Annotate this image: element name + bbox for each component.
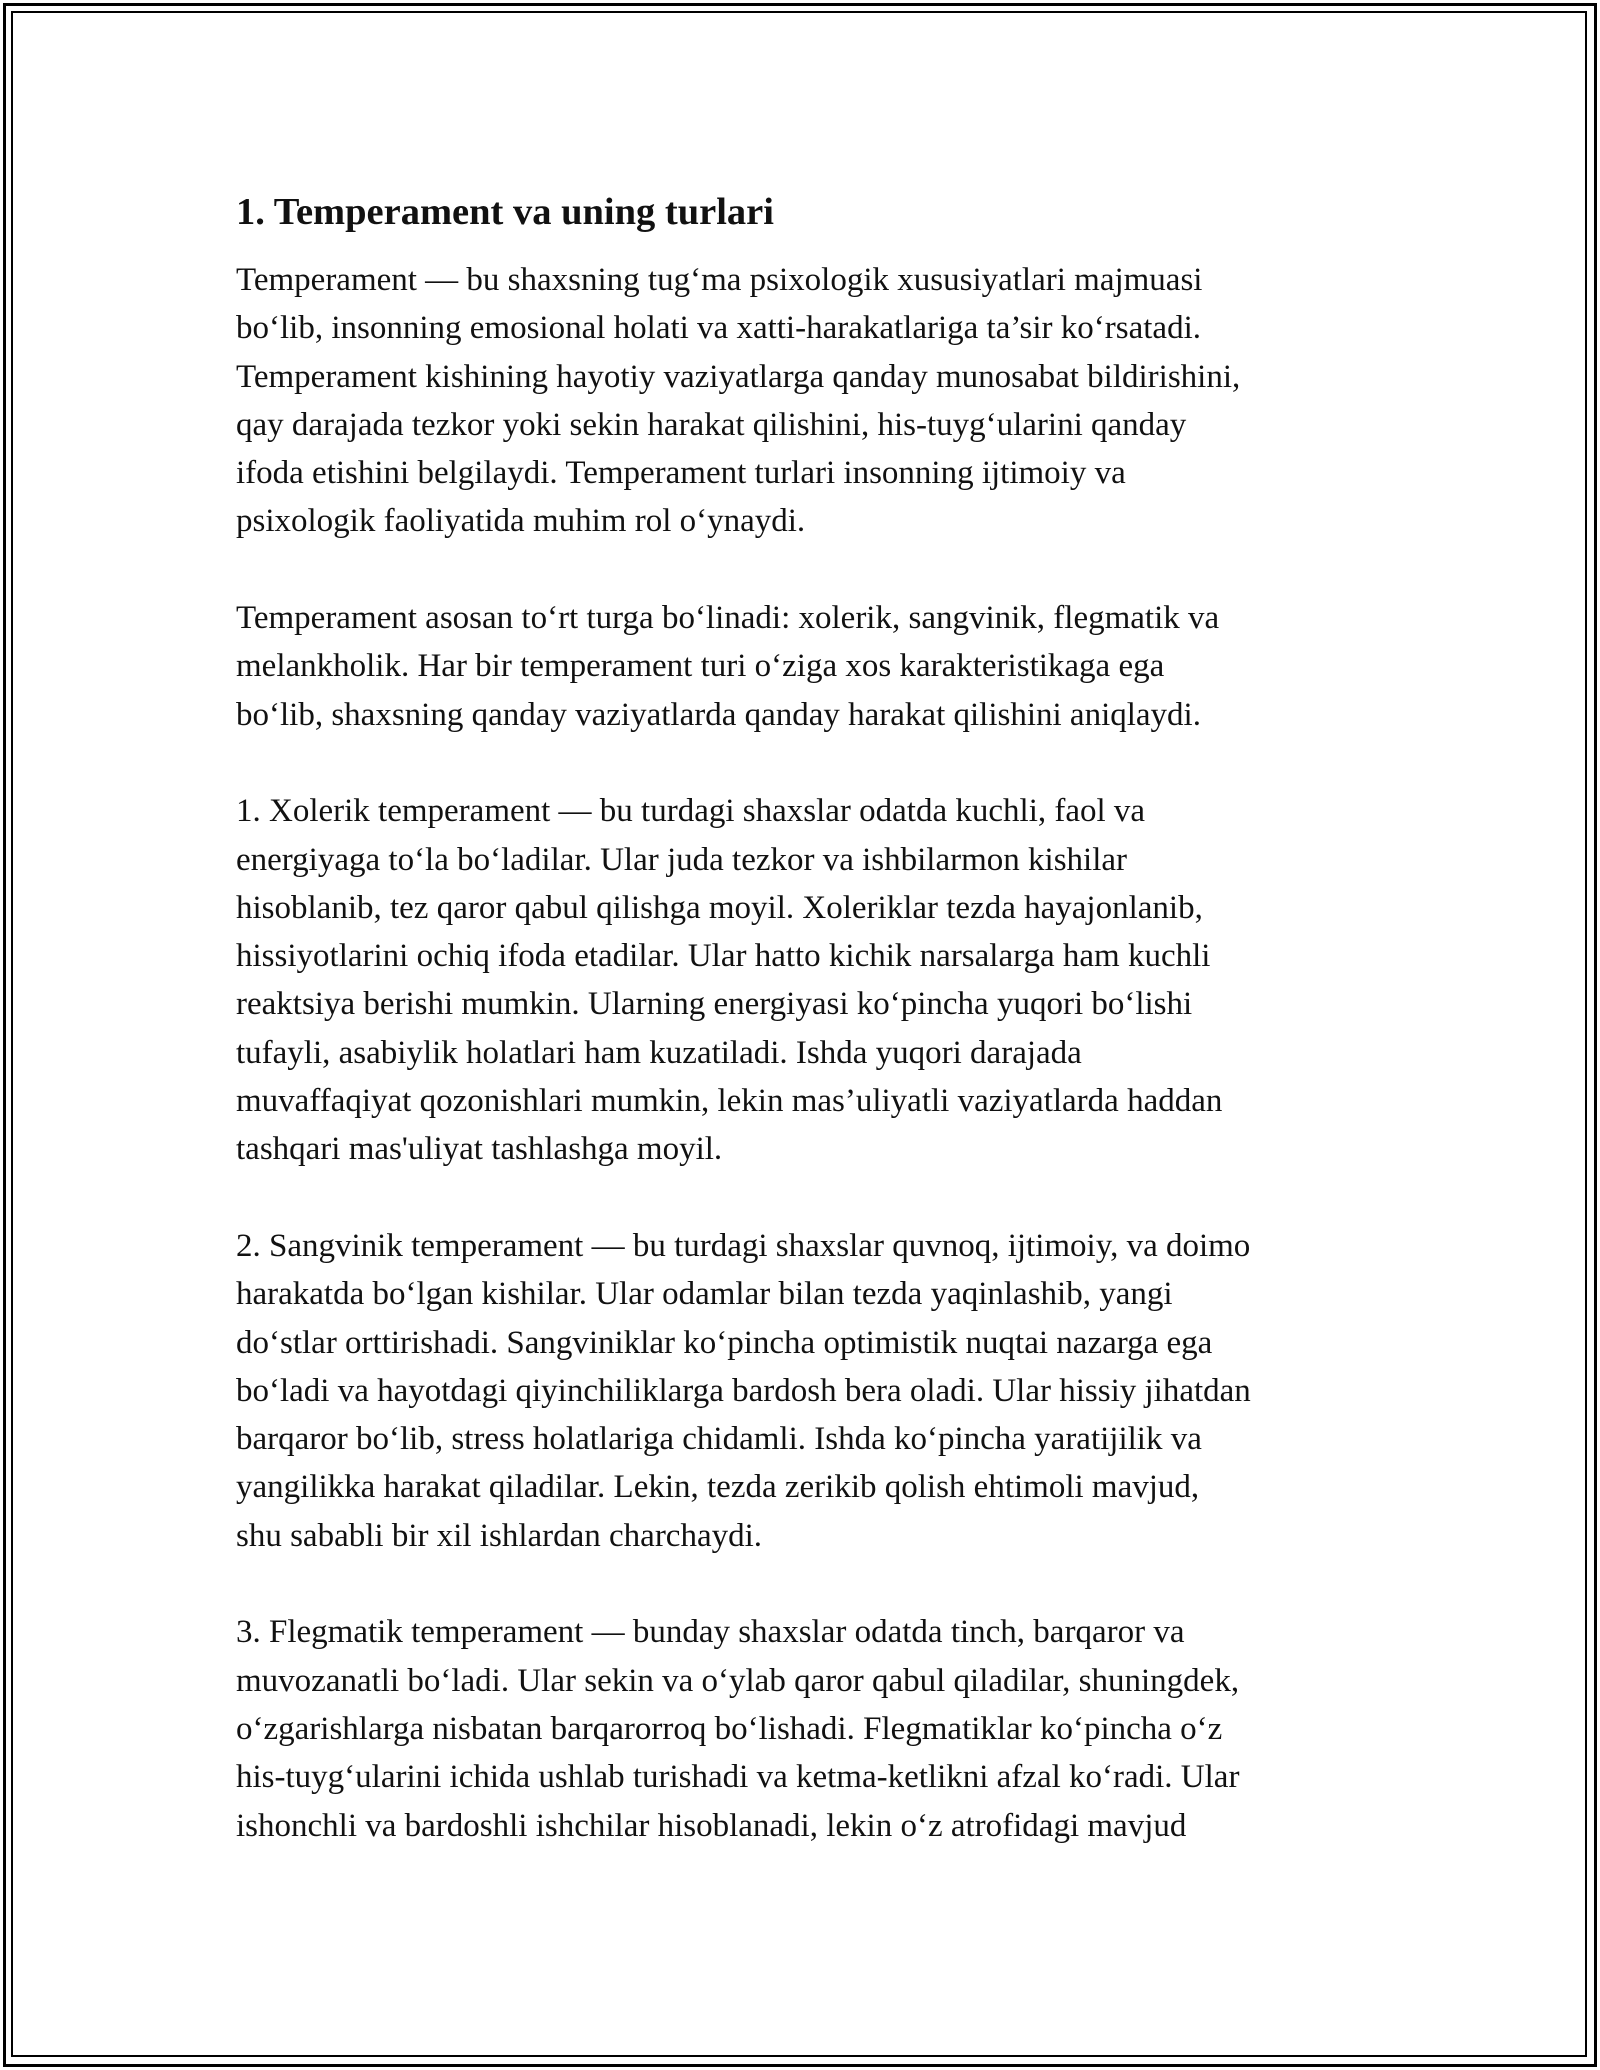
paragraph-line: tashqari mas'uliyat tashlashga moyil.: [236, 1131, 723, 1168]
paragraph-line: Temperament asosan to‘rt turga bo‘linadi: xolerik, sangvinik, flegmatik va: [236, 600, 1220, 637]
paragraph-line: muvaffaqiyat qozonishlari mumkin, lekin mas’uliyatli vaziyatlarda haddan: [236, 1083, 1223, 1120]
paragraph-line: hissiyotlarini ochiq ifoda etadilar. Ular hatto kichik narsalarga ham kuchli: [236, 938, 1211, 975]
paragraph: [236, 1222, 1376, 1560]
paragraph-line: tufayli, asabiylik holatlari ham kuzatiladi. Ishda yuqori darajada: [236, 1034, 1082, 1071]
paragraph-line: harakatda bo‘lgan kishilar. Ular odamlar bilan tezda yaqinlashib, yangi: [236, 1276, 1173, 1313]
paragraph-line: his-tuyg‘ularini ichida ushlab turishadi va ketma-ketlikni afzal ko‘radi. Ular: [236, 1759, 1240, 1796]
document-title: 1. Temperament va uning turlari: [236, 191, 774, 233]
paragraph-line: do‘stlar orttirishadi. Sangviniklar ko‘pincha optimistik nuqtai nazarga ega: [236, 1324, 1213, 1361]
paragraph-line: energiyaga to‘la bo‘ladilar. Ular juda tezkor va ishbilarmon kishilar: [236, 841, 1128, 878]
paragraph-line: 1. Xolerik temperament — bu turdagi shaxslar odatda kuchli, faol va: [236, 793, 1146, 830]
paragraph-line: shu sababli bir xil ishlardan charchaydi.: [236, 1517, 763, 1554]
paragraph-line: o‘zgarishlarga nisbatan barqarorroq bo‘lishadi. Flegmatiklar ko‘pincha o‘z: [236, 1710, 1223, 1747]
paragraph-line: bo‘lib, shaxsning qanday vaziyatlarda qanday harakat qilishini aniqlaydi.: [236, 696, 1201, 733]
paragraph: [236, 787, 1376, 1173]
paragraph-line: ishonchli va bardoshli ishchilar hisoblanadi, lekin o‘z atrofidagi mavjud: [236, 1807, 1187, 1844]
paragraph-line: ifoda etishini belgilaydi. Temperament turlari insonning ijtimoiy va: [236, 455, 1126, 492]
paragraph-line: barqaror bo‘lib, stress holatlariga chidamli. Ishda ko‘pincha yaratijilik va: [236, 1421, 1202, 1458]
paragraph-line: reaktsiya berishi mumkin. Ularning energiyasi ko‘pincha yuqori bo‘lishi: [236, 986, 1193, 1023]
paragraph-line: Temperament — bu shaxsning tug‘ma psixologik xususiyatlari majmuasi: [236, 262, 1203, 298]
paragraph-line: 2. Sangvinik temperament — bu turdagi shaxslar quvnoq, ijtimoiy, va doimo: [236, 1227, 1251, 1264]
paragraph-line: 3. Flegmatik temperament — bunday shaxslar odatda tinch, barqaror va: [236, 1614, 1185, 1651]
paragraph-line: bo‘ladi va hayotdagi qiyinchiliklarga bardosh bera oladi. Ular hissiy jihatdan: [236, 1372, 1251, 1409]
paragraph: [236, 1608, 1376, 1849]
paragraph: [236, 594, 1376, 739]
paragraph: [236, 256, 1376, 546]
paragraph-line: muvozanatli bo‘ladi. Ular sekin va o‘ylab qaror qabul qiladilar, shuningdek,: [236, 1662, 1240, 1699]
paragraph-line: yangilikka harakat qiladilar. Lekin, tezda zerikib qolish ehtimoli mavjud,: [236, 1469, 1200, 1506]
paragraph-line: Temperament kishining hayotiy vaziyatlarga qanday munosabat bildirishini,: [236, 358, 1241, 395]
paragraph-line: psixologik faoliyatida muhim rol o‘ynaydi.: [236, 503, 806, 540]
paragraph-line: hisoblanib, tez qaror qabul qilishga moyil. Xoleriklar tezda hayajonlanib,: [236, 889, 1203, 926]
paragraph-line: melankholik. Har bir temperament turi o‘ziga xos karakteristikaga ega: [236, 648, 1165, 685]
paragraph-list: [236, 256, 1376, 1850]
paragraph-line: bo‘lib, insonning emosional holati va xatti-harakatlariga ta’sir ko‘rsatadi.: [236, 310, 1201, 347]
document-body: [236, 186, 1376, 1898]
paragraph-line: qay darajada tezkor yoki sekin harakat qilishini, his-tuyg‘ularini qanday: [236, 406, 1187, 443]
